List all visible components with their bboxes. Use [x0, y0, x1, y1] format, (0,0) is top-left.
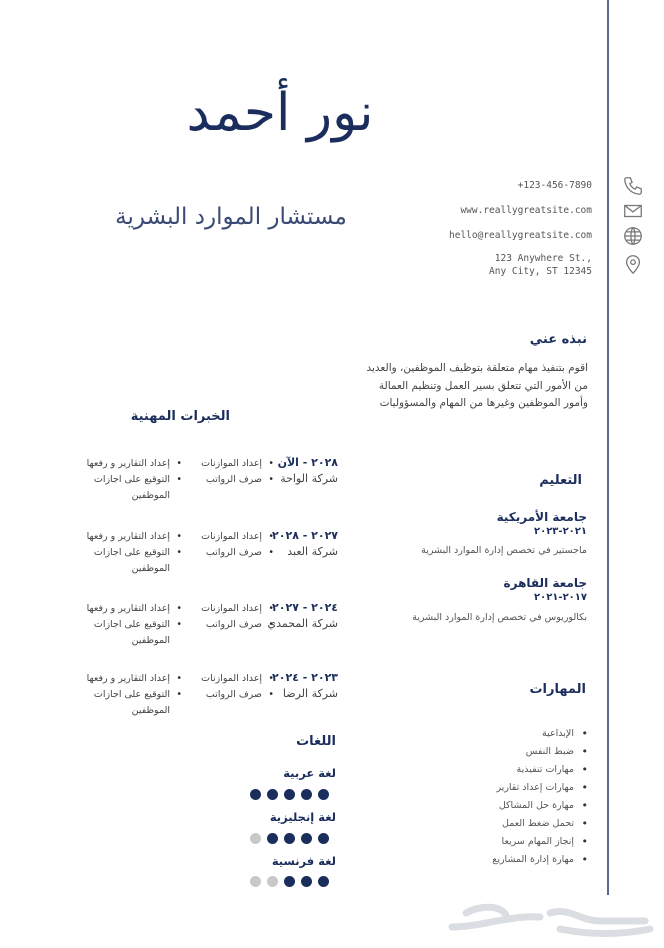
website-text[interactable]: www.reallygreatsite.com — [460, 205, 592, 216]
language-level-dot — [250, 833, 261, 844]
job-task: • إعداد الموازنات — [184, 529, 274, 545]
skill-item: • الإبداعية — [410, 727, 588, 745]
language-name: لغة إنجليزية — [269, 810, 336, 824]
mail-icon — [622, 200, 644, 222]
education-heading: التعليم — [539, 473, 582, 488]
vertical-divider — [607, 0, 609, 895]
job-title: مستشار الموارد البشرية — [115, 204, 347, 230]
job-entry — [40, 601, 340, 661]
job-company: شركة الرضا — [282, 687, 338, 700]
job-company: شركة العبد — [287, 545, 338, 558]
skills-list — [410, 727, 588, 871]
person-name: نور أحمد — [186, 83, 374, 143]
education-degree: بكالوريوس في تخصص إدارة الموارد البشرية — [412, 612, 587, 623]
haraj-watermark-logo — [440, 895, 664, 948]
job-task: • إعداد التقارير و رفعها — [72, 601, 182, 617]
skill-item: • ضبط النفس — [410, 745, 588, 763]
job-task: • صرف الرواتب — [184, 617, 274, 633]
job-task: • التوقيع على اجازات الموظفين — [72, 545, 182, 577]
language-name: لغة فرنسية — [271, 854, 336, 868]
skill-item: • مهارات إعداد تقارير — [410, 781, 588, 799]
skill-item: • تحمل ضغط العمل — [410, 817, 588, 835]
skills-heading: المهارات — [529, 682, 586, 697]
location-pin-icon — [622, 253, 644, 275]
experience-heading: الخبرات المهنية — [130, 409, 230, 424]
language-level-dots — [250, 876, 340, 888]
job-years: ٢٠٢٨ - الآن — [277, 456, 338, 469]
language-level-dot — [301, 789, 312, 800]
language-level-dot — [284, 876, 295, 887]
job-years: ٢٠٢٧ - ٢٠٢٨ — [272, 529, 338, 542]
job-years: ٢٠٢٤ - ٢٠٢٧ — [272, 601, 338, 614]
education-institution: جامعة الأمريكية — [496, 510, 587, 524]
job-task: • صرف الرواتب — [184, 472, 274, 488]
language-level-dots — [250, 833, 340, 845]
languages-heading: اللغات — [296, 734, 336, 749]
language-name: لغة عربية — [283, 766, 336, 780]
education-institution: جامعة القاهرة — [503, 576, 587, 590]
job-task: • إعداد التقارير و رفعها — [72, 529, 182, 545]
phone-text[interactable]: +123-456-7890 — [517, 180, 592, 191]
job-task: • إعداد الموازنات — [184, 456, 274, 472]
skill-item: • مهارة حل المشاكل — [410, 799, 588, 817]
job-task: • التوقيع على اجازات الموظفين — [72, 687, 182, 719]
globe-icon — [622, 225, 644, 247]
language-level-dot — [250, 876, 261, 887]
skill-item: • إنجاز المهام سريعا — [410, 835, 588, 853]
job-task: • التوقيع على اجازات الموظفين — [72, 617, 182, 649]
phone-icon — [622, 175, 644, 197]
skill-item: • مهارات تنفيذية — [410, 763, 588, 781]
language-level-dot — [301, 833, 312, 844]
skill-item: • مهارة إدارة المشاريع — [410, 853, 588, 871]
education-degree: ماجستير في تخصص إدارة الموارد البشرية — [421, 545, 587, 556]
language-level-dot — [318, 876, 329, 887]
job-task: • إعداد التقارير و رفعها — [72, 671, 182, 687]
job-years: ٢٠٢٣ - ٢٠٢٤ — [272, 671, 338, 684]
education-years: ٢٠١٧-٢٠٢١ — [534, 592, 587, 603]
job-company: شركة المحمدي — [267, 617, 338, 630]
education-years: ٢٠٢١-٢٠٢٣ — [534, 526, 587, 537]
email-text[interactable]: hello@reallygreatsite.com — [449, 230, 592, 241]
language-level-dot — [301, 876, 312, 887]
language-level-dot — [284, 833, 295, 844]
about-text: اقوم بتنفيذ مهام متعلقة بتوظيف الموظفين، والعديد من الأمور التي تتعلق بسير العمل وتنظيم العمالة وأمور الموظفين وغيرها من المهام والمسؤوليات — [366, 362, 588, 409]
job-task: • صرف الرواتب — [184, 687, 274, 703]
about-heading: نبذه عني — [529, 332, 587, 347]
job-entry — [40, 671, 340, 731]
job-entry — [40, 529, 340, 589]
job-task: • إعداد الموازنات — [184, 601, 274, 617]
language-level-dot — [318, 833, 329, 844]
language-level-dot — [267, 789, 278, 800]
job-task: • إعداد التقارير و رفعها — [72, 456, 182, 472]
address-line-1: 123 Anywhere St., — [494, 253, 592, 264]
language-level-dot — [318, 789, 329, 800]
job-entry — [40, 456, 340, 516]
job-task: • التوقيع على اجازات الموظفين — [72, 472, 182, 504]
language-level-dot — [284, 789, 295, 800]
language-level-dot — [250, 789, 261, 800]
language-level-dot — [267, 876, 278, 887]
language-level-dots — [250, 789, 340, 801]
job-task: • إعداد الموازنات — [184, 671, 274, 687]
job-task: • صرف الرواتب — [184, 545, 274, 561]
job-company: شركة الواحة — [280, 472, 338, 485]
language-level-dot — [267, 833, 278, 844]
address-line-2: Any City, ST 12345 — [489, 266, 592, 277]
